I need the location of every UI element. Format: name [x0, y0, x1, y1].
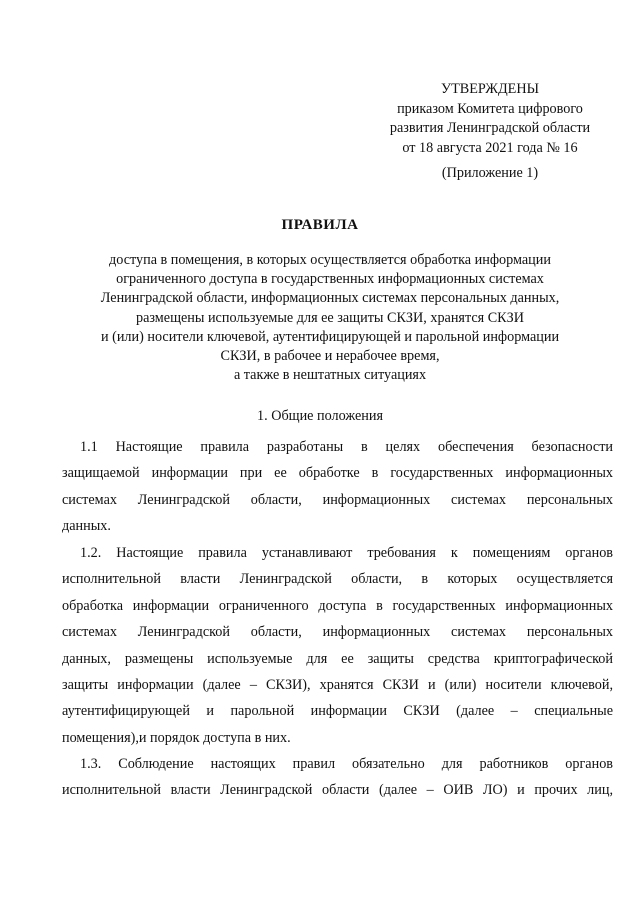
paragraph-line: системах Ленинградской области, информационных системах персональных — [62, 491, 613, 508]
paragraph-line: данных, размещены используемые для ее защиты средства криптографической — [62, 650, 613, 667]
approval-date-line: от 18 августа 2021 года № 16 — [402, 139, 578, 156]
paragraph-line: аутентифицирующей и парольной информации СКЗИ (далее – специальные — [62, 703, 613, 720]
section-heading: 1. Общие положения — [257, 408, 383, 424]
paragraph-1-3 — [62, 751, 613, 804]
paragraph-1-2 — [62, 540, 613, 751]
subtitle-line: и (или) носители ключевой, аутентифицирующей и парольной информации — [100, 328, 560, 345]
approval-stamp — [380, 80, 600, 158]
paragraph-line: данных. — [62, 518, 111, 535]
paragraph-line: 1.2. Настоящие правила устанавливают требования к помещениям органов — [80, 545, 613, 561]
paragraph-line: защиты информации (далее – СКЗИ), хранятся СКЗИ и (или) носители ключевой, — [62, 677, 613, 694]
paragraph-line: обработка информации ограниченного доступа в государственных информационных — [62, 597, 613, 614]
approval-line: развития Ленинградской области — [389, 120, 591, 136]
subtitle-line: ограниченного доступа в государственных информационных системах — [116, 271, 544, 288]
paragraph-line: 1.1 Настоящие правила разработаны в целях обеспечения безопасности — [80, 439, 613, 455]
document-subtitle — [80, 251, 580, 385]
appendix-note: (Приложение 1) — [441, 165, 539, 181]
approval-heading: УТВЕРЖДЕНЫ — [441, 81, 539, 97]
paragraph-line: защищаемой информации при ее обработке в государственных информационных — [62, 465, 613, 482]
paragraph-1-1 — [62, 434, 613, 540]
paragraph-line: системах Ленинградской области, информационных системах персональных — [62, 624, 613, 641]
subtitle-line: размещены используемые для ее защиты СКЗИ, хранятся СКЗИ — [136, 309, 524, 326]
paragraph-line: помещения),и порядок доступа в них. — [62, 729, 291, 746]
subtitle-line: а также в нештатных ситуациях — [233, 367, 427, 384]
document-title: ПРАВИЛА — [281, 217, 359, 233]
subtitle-line: Ленинградской области, информационных системах персональных данных, — [100, 290, 560, 307]
subtitle-line: доступа в помещения, в которых осуществляется обработка информации — [109, 252, 551, 268]
subtitle-line: СКЗИ, в рабочее и нерабочее время, — [220, 348, 440, 365]
paragraph-line: исполнительной власти Ленинградской области, в которых осуществляется — [62, 571, 613, 588]
paragraph-line: исполнительной власти Ленинградской области (далее – ОИВ ЛО) и прочих лиц, — [62, 782, 613, 799]
paragraph-line: 1.3. Соблюдение настоящих правил обязательно для работников органов — [80, 756, 613, 772]
approval-line: приказом Комитета цифрового — [397, 100, 583, 117]
